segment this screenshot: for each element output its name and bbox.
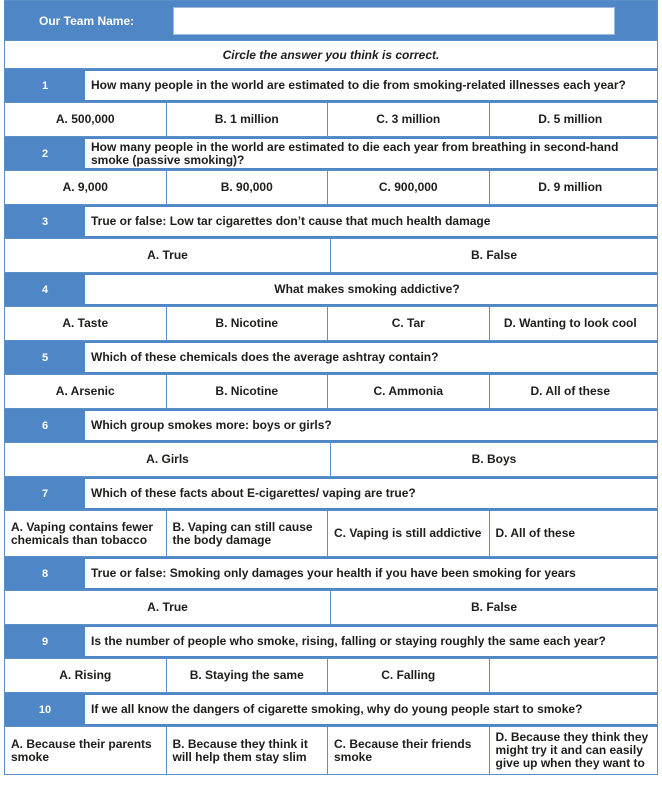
team-name-label: Our Team Name: <box>39 13 135 28</box>
question-number: 8 <box>41 567 49 580</box>
question-row <box>4 477 658 511</box>
quiz-sheet <box>4 0 658 775</box>
answer-option[interactable]: C. Ammonia <box>328 375 490 408</box>
answer-option[interactable]: D. All of these <box>530 384 611 398</box>
question-number: 5 <box>41 351 49 364</box>
question-text: Which group smokes more: boys or girls? <box>85 411 657 440</box>
question-text: How many people in the world are estimated to die each year from breathing in second-hand smoke (passive smoking)? <box>85 139 657 168</box>
question-number: 6 <box>41 419 49 432</box>
question-row <box>4 69 658 103</box>
answer-row <box>4 443 658 477</box>
answer-option[interactable]: D. 9 million <box>538 180 603 194</box>
question-number: 9 <box>41 635 49 648</box>
team-name-row <box>4 0 658 41</box>
answer-option[interactable]: A. 500,000 <box>5 103 167 136</box>
answer-option[interactable]: A. Taste <box>5 307 167 340</box>
answer-option[interactable]: D. Wanting to look cool <box>503 316 637 330</box>
answer-option[interactable]: A. Girls <box>5 443 331 476</box>
question-row <box>4 341 658 375</box>
answer-option[interactable]: B. Staying the same <box>167 659 329 692</box>
answer-option[interactable]: C. 3 million <box>328 103 490 136</box>
question-text: How many people in the world are estimated to die from smoking-related illnesses each year? <box>85 71 657 100</box>
question-text: If we all know the dangers of cigarette smoking, why do young people start to smoke? <box>85 695 657 724</box>
question-number: 10 <box>38 703 52 716</box>
question-text: Is the number of people who smoke, rising, falling or staying roughly the same each year? <box>85 627 657 656</box>
answer-option[interactable]: B. False <box>470 248 518 262</box>
answer-option[interactable]: B. Boys <box>471 452 517 466</box>
question-number: 7 <box>41 487 49 500</box>
answer-row <box>4 103 658 137</box>
answer-option[interactable]: C. 900,000 <box>328 171 490 204</box>
answer-option[interactable]: A. Arsenic <box>5 375 167 408</box>
answer-option[interactable]: B. Because they think it will help them stay slim <box>167 727 329 774</box>
question-text: True or false: Low tar cigarettes don’t cause that much health damage <box>85 207 657 236</box>
answer-option[interactable]: B. False <box>470 600 518 614</box>
answer-row <box>4 307 658 341</box>
answer-option[interactable]: A. Vaping contains fewer chemicals than tobacco <box>5 511 167 556</box>
answer-option[interactable]: C. Vaping is still addictive <box>328 511 490 556</box>
answer-row <box>4 511 658 557</box>
answer-option[interactable]: B. Nicotine <box>167 307 329 340</box>
answer-option[interactable]: D. 5 million <box>538 112 603 126</box>
answer-option[interactable]: C. Falling <box>328 659 490 692</box>
answer-option[interactable] <box>490 659 652 692</box>
question-text: True or false: Smoking only damages your health if you have been smoking for years <box>85 559 657 588</box>
answer-option[interactable]: D. All of these <box>495 526 576 540</box>
question-row <box>4 625 658 659</box>
answer-row <box>4 727 658 775</box>
team-name-field[interactable] <box>173 7 615 35</box>
question-number: 4 <box>41 283 49 296</box>
answer-option[interactable]: B. 90,000 <box>167 171 329 204</box>
answer-option[interactable]: B. 1 million <box>167 103 329 136</box>
answer-option[interactable]: A. True <box>5 591 331 624</box>
answer-option[interactable]: A. Rising <box>5 659 167 692</box>
question-text: Which of these chemicals does the average ashtray contain? <box>85 343 657 372</box>
instruction-text: Circle the answer you think is correct. <box>222 47 440 62</box>
answer-option[interactable]: C. Because their friends smoke <box>328 727 490 774</box>
answer-option[interactable]: B. Vaping can still cause the body damage <box>167 511 329 556</box>
question-text: Which of these facts about E-cigarettes/ vaping are true? <box>85 479 657 508</box>
instruction-row <box>4 41 658 69</box>
question-number: 3 <box>41 215 49 228</box>
answer-row <box>4 375 658 409</box>
question-number: 2 <box>41 147 49 160</box>
answer-option[interactable]: D. Because they think they might try it and can easily give up when they want to <box>495 730 649 770</box>
question-row <box>4 409 658 443</box>
answer-option[interactable]: A. True <box>5 239 331 272</box>
question-row <box>4 137 658 171</box>
answer-row <box>4 239 658 273</box>
answer-option[interactable]: B. Nicotine <box>167 375 329 408</box>
answer-row <box>4 659 658 693</box>
question-text: What makes smoking addictive? <box>85 275 657 304</box>
question-row <box>4 205 658 239</box>
question-number: 1 <box>41 79 49 92</box>
answer-option[interactable]: A. 9,000 <box>5 171 167 204</box>
answer-row <box>4 171 658 205</box>
question-row <box>4 693 658 727</box>
question-row <box>4 557 658 591</box>
answer-row <box>4 591 658 625</box>
answer-option[interactable]: C. Tar <box>328 307 490 340</box>
question-row <box>4 273 658 307</box>
answer-option[interactable]: A. Because their parents smoke <box>5 727 167 774</box>
